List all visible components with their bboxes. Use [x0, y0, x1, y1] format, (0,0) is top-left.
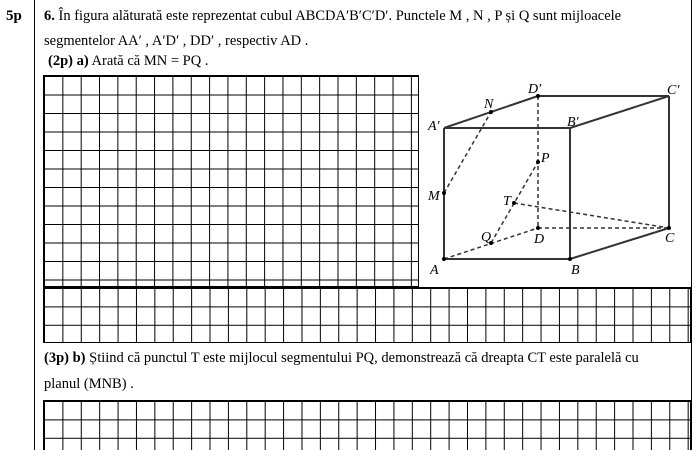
- part-b-points: (3p) b): [44, 350, 86, 366]
- problem-statement-line2: segmentelor AA′ , A′D′ , DD′ , respectiv AD .: [44, 33, 309, 49]
- answer-grid-a[interactable]: [43, 75, 419, 287]
- label-m: M: [428, 189, 440, 204]
- point-t: [512, 201, 516, 205]
- edge-b-c: [570, 228, 669, 259]
- point-m: [442, 191, 446, 195]
- point-c: [667, 226, 671, 230]
- part-a: [48, 53, 208, 70]
- label-c1: C′: [667, 83, 680, 98]
- problem-statement-line1: În figura alăturată este reprezentat cubul ABCDA′B′C′D′. Punctele M , N , P și Q sunt mijloacele: [58, 8, 622, 24]
- label-q: Q: [481, 230, 492, 245]
- edge-b1-c1: [570, 96, 669, 128]
- part-a-text: Arată că MN = PQ .: [91, 53, 209, 69]
- label-t: T: [503, 194, 511, 209]
- label-b: B: [571, 263, 580, 278]
- label-n: N: [484, 97, 494, 112]
- part-a-points: (2p) a): [48, 53, 89, 69]
- label-d: D: [534, 232, 545, 247]
- segment-mn: [444, 112, 491, 193]
- points-label: 5p: [6, 8, 22, 24]
- point-b: [568, 257, 572, 261]
- problem-line1: [44, 8, 621, 25]
- problem-number: 6.: [44, 8, 55, 24]
- point-a: [442, 257, 446, 261]
- label-a1: A′: [428, 119, 440, 134]
- part-b-text: Știind că punctul T este mijlocul segmentului PQ, demonstrează că dreapta CT este paralelă cu: [89, 350, 639, 366]
- part-b-line2: planul (MNB) .: [44, 376, 134, 392]
- answer-grid-b[interactable]: [43, 400, 691, 450]
- label-b1: B′: [567, 115, 579, 130]
- label-d1: D′: [528, 82, 542, 97]
- answer-grid-a-bottom[interactable]: [43, 287, 691, 343]
- label-c: C: [665, 231, 675, 246]
- point-p: [536, 160, 540, 164]
- label-a: A: [430, 263, 439, 278]
- cube-figure: [424, 78, 692, 286]
- label-p: P: [541, 151, 550, 166]
- point-d: [536, 226, 540, 230]
- left-margin-border: [34, 0, 35, 450]
- part-b: [44, 350, 639, 367]
